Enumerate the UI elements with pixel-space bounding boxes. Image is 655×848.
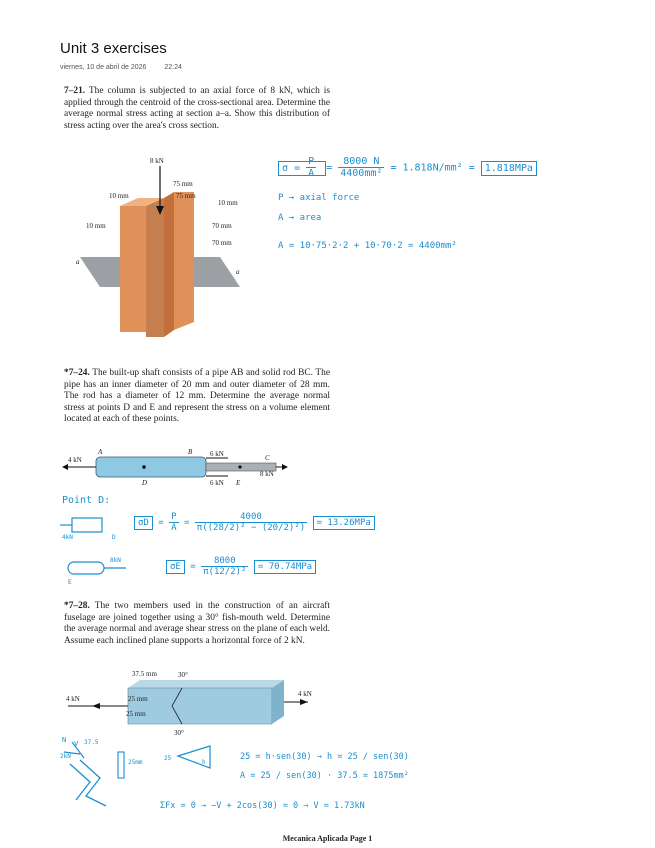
sigma-e: σE xyxy=(166,560,185,574)
stress-equation-7-21 xyxy=(278,156,537,179)
column-flange-left xyxy=(120,206,146,332)
area-e: π(12/2)² xyxy=(203,567,247,577)
sigma-box xyxy=(278,156,326,179)
section-a-left: a xyxy=(76,258,80,266)
problem-number: *7–28. xyxy=(64,601,90,611)
dim-37-5: 37.5 mm xyxy=(132,670,157,678)
force-6kn-a-label: 6 kN xyxy=(210,450,224,458)
p-symbol: P xyxy=(308,156,315,167)
fuselage-front xyxy=(128,688,272,724)
dim-10-c: 10 mm xyxy=(86,222,106,230)
force-d: 4000 xyxy=(195,512,307,523)
label-a: A xyxy=(98,448,103,456)
dim-75-b: 75 mm xyxy=(176,192,196,200)
stress-d-result: = 13.26MPa xyxy=(313,516,375,530)
shear-equation: ΣFx = 0 → −V + 2cos(30) = 0 → V = 1.73kN xyxy=(160,801,365,811)
force-left-arrowhead xyxy=(62,464,68,470)
sigma-d: σD xyxy=(134,516,153,530)
p-over-a-d xyxy=(169,512,178,533)
label-h: h xyxy=(202,759,206,766)
page-title: Unit 3 exercises xyxy=(60,40,167,57)
p-over-a xyxy=(306,156,316,179)
problem-7-21-text xyxy=(64,86,330,132)
force-right-label: 4 kN xyxy=(298,690,312,698)
numeric-fraction xyxy=(338,156,384,179)
area-equation: A = 25 / sen(30) · 37.5 = 1875mm² xyxy=(240,771,409,781)
page-date: viernes, 10 de abril de 2026 xyxy=(60,64,147,71)
force-label: 8 kN xyxy=(150,157,164,165)
area-value: 4400mm² xyxy=(340,168,383,179)
label-37-5: 37.5 xyxy=(84,739,99,746)
area-calculation: A = 10·75·2·2 + 10·70·2 = 4400mm² xyxy=(278,241,457,251)
problem-7-24-text xyxy=(64,368,330,426)
problem-7-28-text xyxy=(64,601,330,647)
weld-figure xyxy=(62,668,322,736)
numeric-fraction-e xyxy=(201,556,248,577)
angle-top: 30° xyxy=(178,671,188,679)
element-d-load: 4kN xyxy=(62,534,73,541)
area-d: π((28/2)² − (20/2)²) xyxy=(196,523,306,533)
element-d-sketch xyxy=(60,512,130,542)
angle-bottom: 30° xyxy=(174,729,184,736)
problem-statement: The built-up shaft consists of a pipe AB and solid rod BC. The pipe has an inner diameter of 20 mm and outer diameter of 28 mm. The rod has a diameter of 12 mm. Determine the average normal stress at points D and E and represent the stress on a volume element located at each of these points. xyxy=(64,368,330,425)
page-footer: Mecanica Aplicada Page 1 xyxy=(282,834,373,843)
equals-e: = xyxy=(190,562,196,572)
equals-2: = xyxy=(326,162,333,174)
problem-statement: The two members used in the construction of an aircraft fuselage are joined together using a 30° fish-mouth weld. Determine the average normal and average shear stress on the plane of each weld. Assume each inclined plane supports a horizontal force of 2 kN. xyxy=(64,601,330,646)
shaft-figure xyxy=(60,448,290,488)
dim-70-b: 70 mm xyxy=(212,239,232,247)
stress-e-result: = 70.74MPa xyxy=(254,560,316,574)
fuselage-top xyxy=(128,680,284,688)
force-left-label: 4 kN xyxy=(66,695,80,703)
element-d-label: D xyxy=(112,534,116,541)
dim-10-b: 10 mm xyxy=(218,199,238,207)
point-e-dot xyxy=(238,465,241,468)
element-e-box xyxy=(68,562,104,574)
dim-75-a: 75 mm xyxy=(173,180,193,188)
label-n: N xyxy=(62,736,67,744)
equals: = xyxy=(294,162,301,174)
stress-result: = 1.818N/mm² = xyxy=(390,162,475,174)
label-v: V xyxy=(74,740,79,748)
page-meta xyxy=(60,64,198,71)
page-time: 22:24 xyxy=(164,64,182,71)
element-e-label: E xyxy=(68,579,72,586)
dim-25-a: 25 mm xyxy=(128,695,148,703)
element-e-load: 8kN xyxy=(110,557,121,564)
force-8kn-label: 8 kN xyxy=(260,470,274,478)
point-d-heading: Point D: xyxy=(62,495,111,506)
equals-d-2: = xyxy=(183,518,190,528)
label-e: E xyxy=(236,479,241,487)
section-a-right: a xyxy=(236,268,240,276)
sigma: σ xyxy=(282,162,289,174)
pipe-ab xyxy=(96,457,206,477)
a-symbol: A xyxy=(308,168,315,179)
point-d-dot xyxy=(142,465,146,469)
section-block xyxy=(118,752,124,778)
note-axial-force: P → axial force xyxy=(278,193,360,203)
stress-equation-d xyxy=(134,512,375,533)
equals-d: = xyxy=(158,518,164,528)
stress-final: 1.818MPa xyxy=(481,161,537,176)
label-25mm: 25mm xyxy=(128,759,143,766)
dim-70-a: 70 mm xyxy=(212,222,232,230)
stress-equation-e xyxy=(166,556,316,577)
column-flange-right xyxy=(174,192,194,330)
label-d: D xyxy=(142,479,148,487)
label-c: C xyxy=(265,454,270,462)
label-b: B xyxy=(188,448,193,456)
problem-number: *7–24. xyxy=(64,368,90,378)
a-symbol-d: A xyxy=(171,523,177,533)
force-right-arrowhead xyxy=(300,699,308,705)
dim-10-a: 10 mm xyxy=(109,192,129,200)
force-right-arrowhead xyxy=(282,464,288,470)
force-value: 8000 N xyxy=(338,156,384,168)
label-25: 25 xyxy=(164,755,172,762)
force-e: 8000 xyxy=(201,556,248,567)
column-figure xyxy=(60,152,260,342)
dim-25-b: 25 mm xyxy=(126,710,146,718)
force-left-arrowhead xyxy=(92,703,100,709)
element-d-box xyxy=(72,518,102,532)
problem-statement: The column is subjected to an axial force of 8 kN, which is applied through the centroid of the cross-sectional area. Determine the average normal stress acting at section a–a. Show this distribution of stress acting over the area's cross section. xyxy=(64,86,330,131)
weld-outline xyxy=(80,760,106,806)
label-2kn: 2kN xyxy=(60,753,71,760)
column-web xyxy=(146,198,164,337)
force-4kn-label: 4 kN xyxy=(68,456,82,464)
height-equation: 25 = h·sen(30) → h = 25 / sen(30) xyxy=(240,752,409,762)
flange-right-side xyxy=(164,192,174,337)
force-6kn-b-label: 6 kN xyxy=(210,479,224,487)
element-e-sketch xyxy=(60,556,140,586)
note-area: A → area xyxy=(278,213,322,223)
problem-number: 7–21. xyxy=(64,86,86,96)
numeric-fraction-d xyxy=(195,512,307,533)
p-symbol-d: P xyxy=(171,512,177,522)
